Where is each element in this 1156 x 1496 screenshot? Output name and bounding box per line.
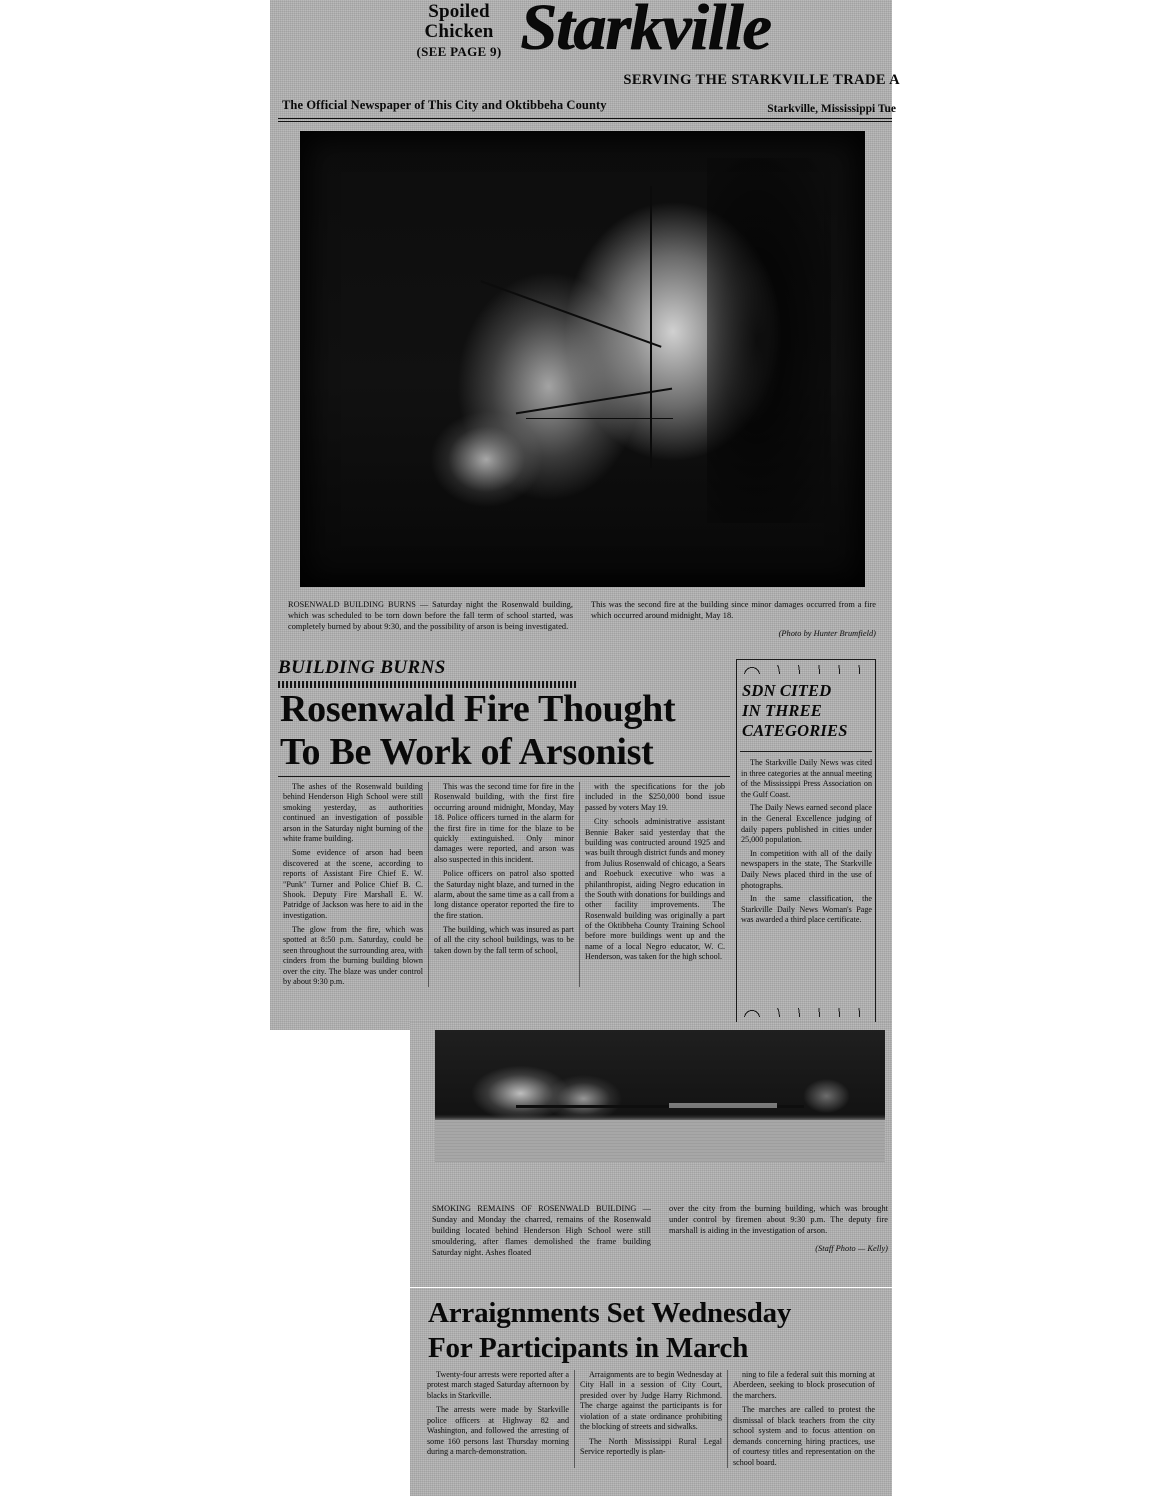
paragraph: The Starkville Daily News was cited in three categories at the annual meeting of the Mississippi Press Association on the Gulf Coast. <box>741 758 872 799</box>
sidebar-title <box>742 681 872 740</box>
sidebar-wave-rule-top <box>742 665 870 674</box>
masthead <box>270 0 900 120</box>
bottom-headline <box>428 1296 872 1366</box>
ground-area <box>435 1120 885 1162</box>
sidebar-wave-rule-bottom <box>742 1008 870 1017</box>
masthead-rule-bottom <box>278 121 892 122</box>
headline-line-2 <box>280 731 728 774</box>
paragraph: with the specifications for the job included in the $250,000 bond issue passed by voters May 19. <box>585 782 725 812</box>
paragraph: Twenty-four arrests were reported after a protest march staged Saturday afternoon by blacks in Starkville. <box>427 1370 569 1400</box>
caption-column: SMOKING REMAINS OF ROSENWALD BUILDING — Sunday and Monday the charred, remains of the Rosenwald building located behind Henderson High School were still smouldering, after flames demolished the frame building Saturday night. Ashes floated <box>432 1204 651 1257</box>
story-column-1 <box>278 782 429 987</box>
tree-silhouette <box>707 158 831 523</box>
smoke-photo-caption-block <box>432 1204 888 1259</box>
masthead-kicker <box>374 2 544 59</box>
newspaper-flag-title: Starkville <box>520 0 771 64</box>
caption-text: over the city from the burning building, which was brought under control by firemen about 9:30 p.m. The deputy fire marshall is aiding in the investigation of arson. <box>669 1204 888 1235</box>
paragraph: Some evidence of arson had been discovered at the scene, according to reports of Assistant Fire Chief E. W. "Punk" Turner and Police Chief B. C. Shook. Deputy Fire Marshall E. W. Patridge of Jackson was here to aid in the investigation. <box>283 848 423 920</box>
bottom-story-body <box>422 1370 880 1468</box>
main-headline <box>280 688 728 773</box>
story-column-2 <box>575 1370 728 1468</box>
story-column-2 <box>429 782 580 987</box>
fire-photo-caption-block <box>288 600 876 640</box>
sidebar-title-line-1: SDN CITED <box>742 681 832 700</box>
paragraph: In competition with all of the daily newspapers in the state, The Starkville Daily News placed third in the use of photographs. <box>741 848 872 890</box>
photo-credit: (Photo by Hunter Brumfield) <box>778 628 876 638</box>
caption-column <box>591 600 876 640</box>
masthead-official-line: The Official Newspaper of This City and Oktibbeha County <box>282 98 607 112</box>
headline-line-1 <box>280 688 728 731</box>
clipping-smoking-remains <box>410 1022 892 1287</box>
headline-underrule <box>278 776 730 777</box>
paragraph: The glow from the fire, which was spotted at 8:50 p.m. Saturday, could be seen throughout the surrounding area, with cinders from the burning building blown over the city. The blaze was under control by about 9:30 p.m. <box>283 925 423 987</box>
sidebar-separator <box>740 751 872 752</box>
paragraph: The North Mississippi Rural Legal Service reportedly is plan- <box>580 1436 722 1457</box>
story-column-3 <box>580 782 730 987</box>
paragraph: The marches are called to protest the dismissal of black teachers from the city school system and to focus attention on demands concerning hiring practices, use of courtesy titles and representation on the school board. <box>733 1405 875 1467</box>
paragraph: This was the second time for fire in the Rosenwald building, with the first fire occurring around midnight, Monday, May 18. Police officers turned in the alarm for the first fire in time for the blaze to be quickly extinguished. Only minor damages were reported, and arson was also suspected in this incident. <box>434 782 574 864</box>
caption-column <box>669 1204 888 1259</box>
sidebar-sdn-cited-box <box>732 655 880 1027</box>
paragraph: City schools administrative assistant Bennie Baker said yesterday that the building was contructed around 1925 and was built through district funds and money from Julius Rosenwald of chicago, a Sears and Roebuck executive who was a philanthropist, aiding Negro education in the South with donations for buildings and other facility improvements. The Rosenwald building was originally a part of the Oktibbeha County Training School before more buildings went up and the name of a local Negro educator, W. C. Henderson, was taken for the high school. <box>585 817 725 962</box>
roof-beam <box>481 281 662 349</box>
masthead-rule-top <box>278 118 892 119</box>
story-column-1 <box>422 1370 575 1468</box>
story-column-3 <box>728 1370 880 1468</box>
headline-text: For Participants in March <box>428 1331 749 1364</box>
paragraph: The ashes of the Rosenwald building behind Henderson High School were still smoking yesterday, as authorities continued an investigation of possible arson in the Saturday night burning of the white frame building. <box>283 782 423 843</box>
kicker-line-2: Chicken <box>424 21 494 43</box>
fire-photograph <box>300 131 865 587</box>
smoking-remains-photograph <box>435 1030 885 1162</box>
paragraph: ning to file a federal suit this morning at Aberdeen, seeking to block prosecution of the marchers. <box>733 1370 875 1400</box>
clipping-arraignments-story <box>410 1288 892 1496</box>
paragraph: The building, which was insured as part of all the city school buildings, was to be taken down by the fall term of school, <box>434 925 574 955</box>
caption-text: This was the second fire at the building since minor damages occurred from a fire which occurred around midnight, May 18. <box>591 600 876 620</box>
headline-text: Arraignments Set Wednesday <box>428 1297 792 1329</box>
charred-debris <box>669 1103 777 1108</box>
headline-line-1 <box>428 1296 872 1331</box>
headline-text: Rosenwald Fire Thought <box>280 688 676 730</box>
paragraph: In the same classification, the Starkville Daily News Woman's Page was awarded a third place certificate. <box>741 894 872 925</box>
kicker-line-1: Spoiled <box>428 1 490 22</box>
story-kicker: BUILDING BURNS <box>278 657 446 678</box>
caption-column: ROSENWALD BUILDING BURNS — Saturday night the Rosenwald building, which was scheduled to be torn down before the fall term of school started, was completely burned by about 9:30, and the possibility of arson is being investigated. <box>288 600 573 631</box>
masthead-serving-line: SERVING THE STARKVILLE TRADE A <box>623 72 900 88</box>
roof-beam <box>526 418 673 419</box>
paragraph: The Daily News earned second place in the General Excellence judging of daily papers published in cities under 25,000 population. <box>741 803 872 845</box>
dingbat-rule <box>278 681 578 688</box>
utility-pole <box>650 186 652 469</box>
clipping-main-story <box>270 0 900 1030</box>
sidebar-body <box>741 758 872 926</box>
roof-beam <box>516 388 673 415</box>
paragraph: Police officers on patrol also spotted the Saturday night blaze, and turned in the alarm, about the same time as a call from a long distance operator reported the fire to the fire station. <box>434 869 574 920</box>
photo-credit: (Staff Photo — Kelly) <box>815 1243 888 1253</box>
main-story-body <box>278 782 730 987</box>
headline-line-2 <box>428 1331 872 1366</box>
paragraph: The arrests were made by Starkville police officers at Highway 82 and Washington, and followed the arresting of some 160 persons last Thursday morning during a march-demonstration. <box>427 1405 569 1457</box>
headline-text: To Be Work of Arsonist <box>280 730 654 773</box>
paragraph: Arraignments are to begin Wednesday at City Hall in a session of City Court, presided over by Judge Harry Richmond. The charge against the participants is for violation of a state ordinance prohibiting the blocking of streets and sidwalks. <box>580 1370 722 1432</box>
masthead-dateline: Starkville, Mississippi Tue <box>767 103 896 115</box>
sidebar-title-line-3: CATEGORIES <box>742 720 848 740</box>
kicker-see-page: (SEE PAGE 9) <box>416 44 502 60</box>
sidebar-title-line-2: IN THREE <box>742 700 822 720</box>
